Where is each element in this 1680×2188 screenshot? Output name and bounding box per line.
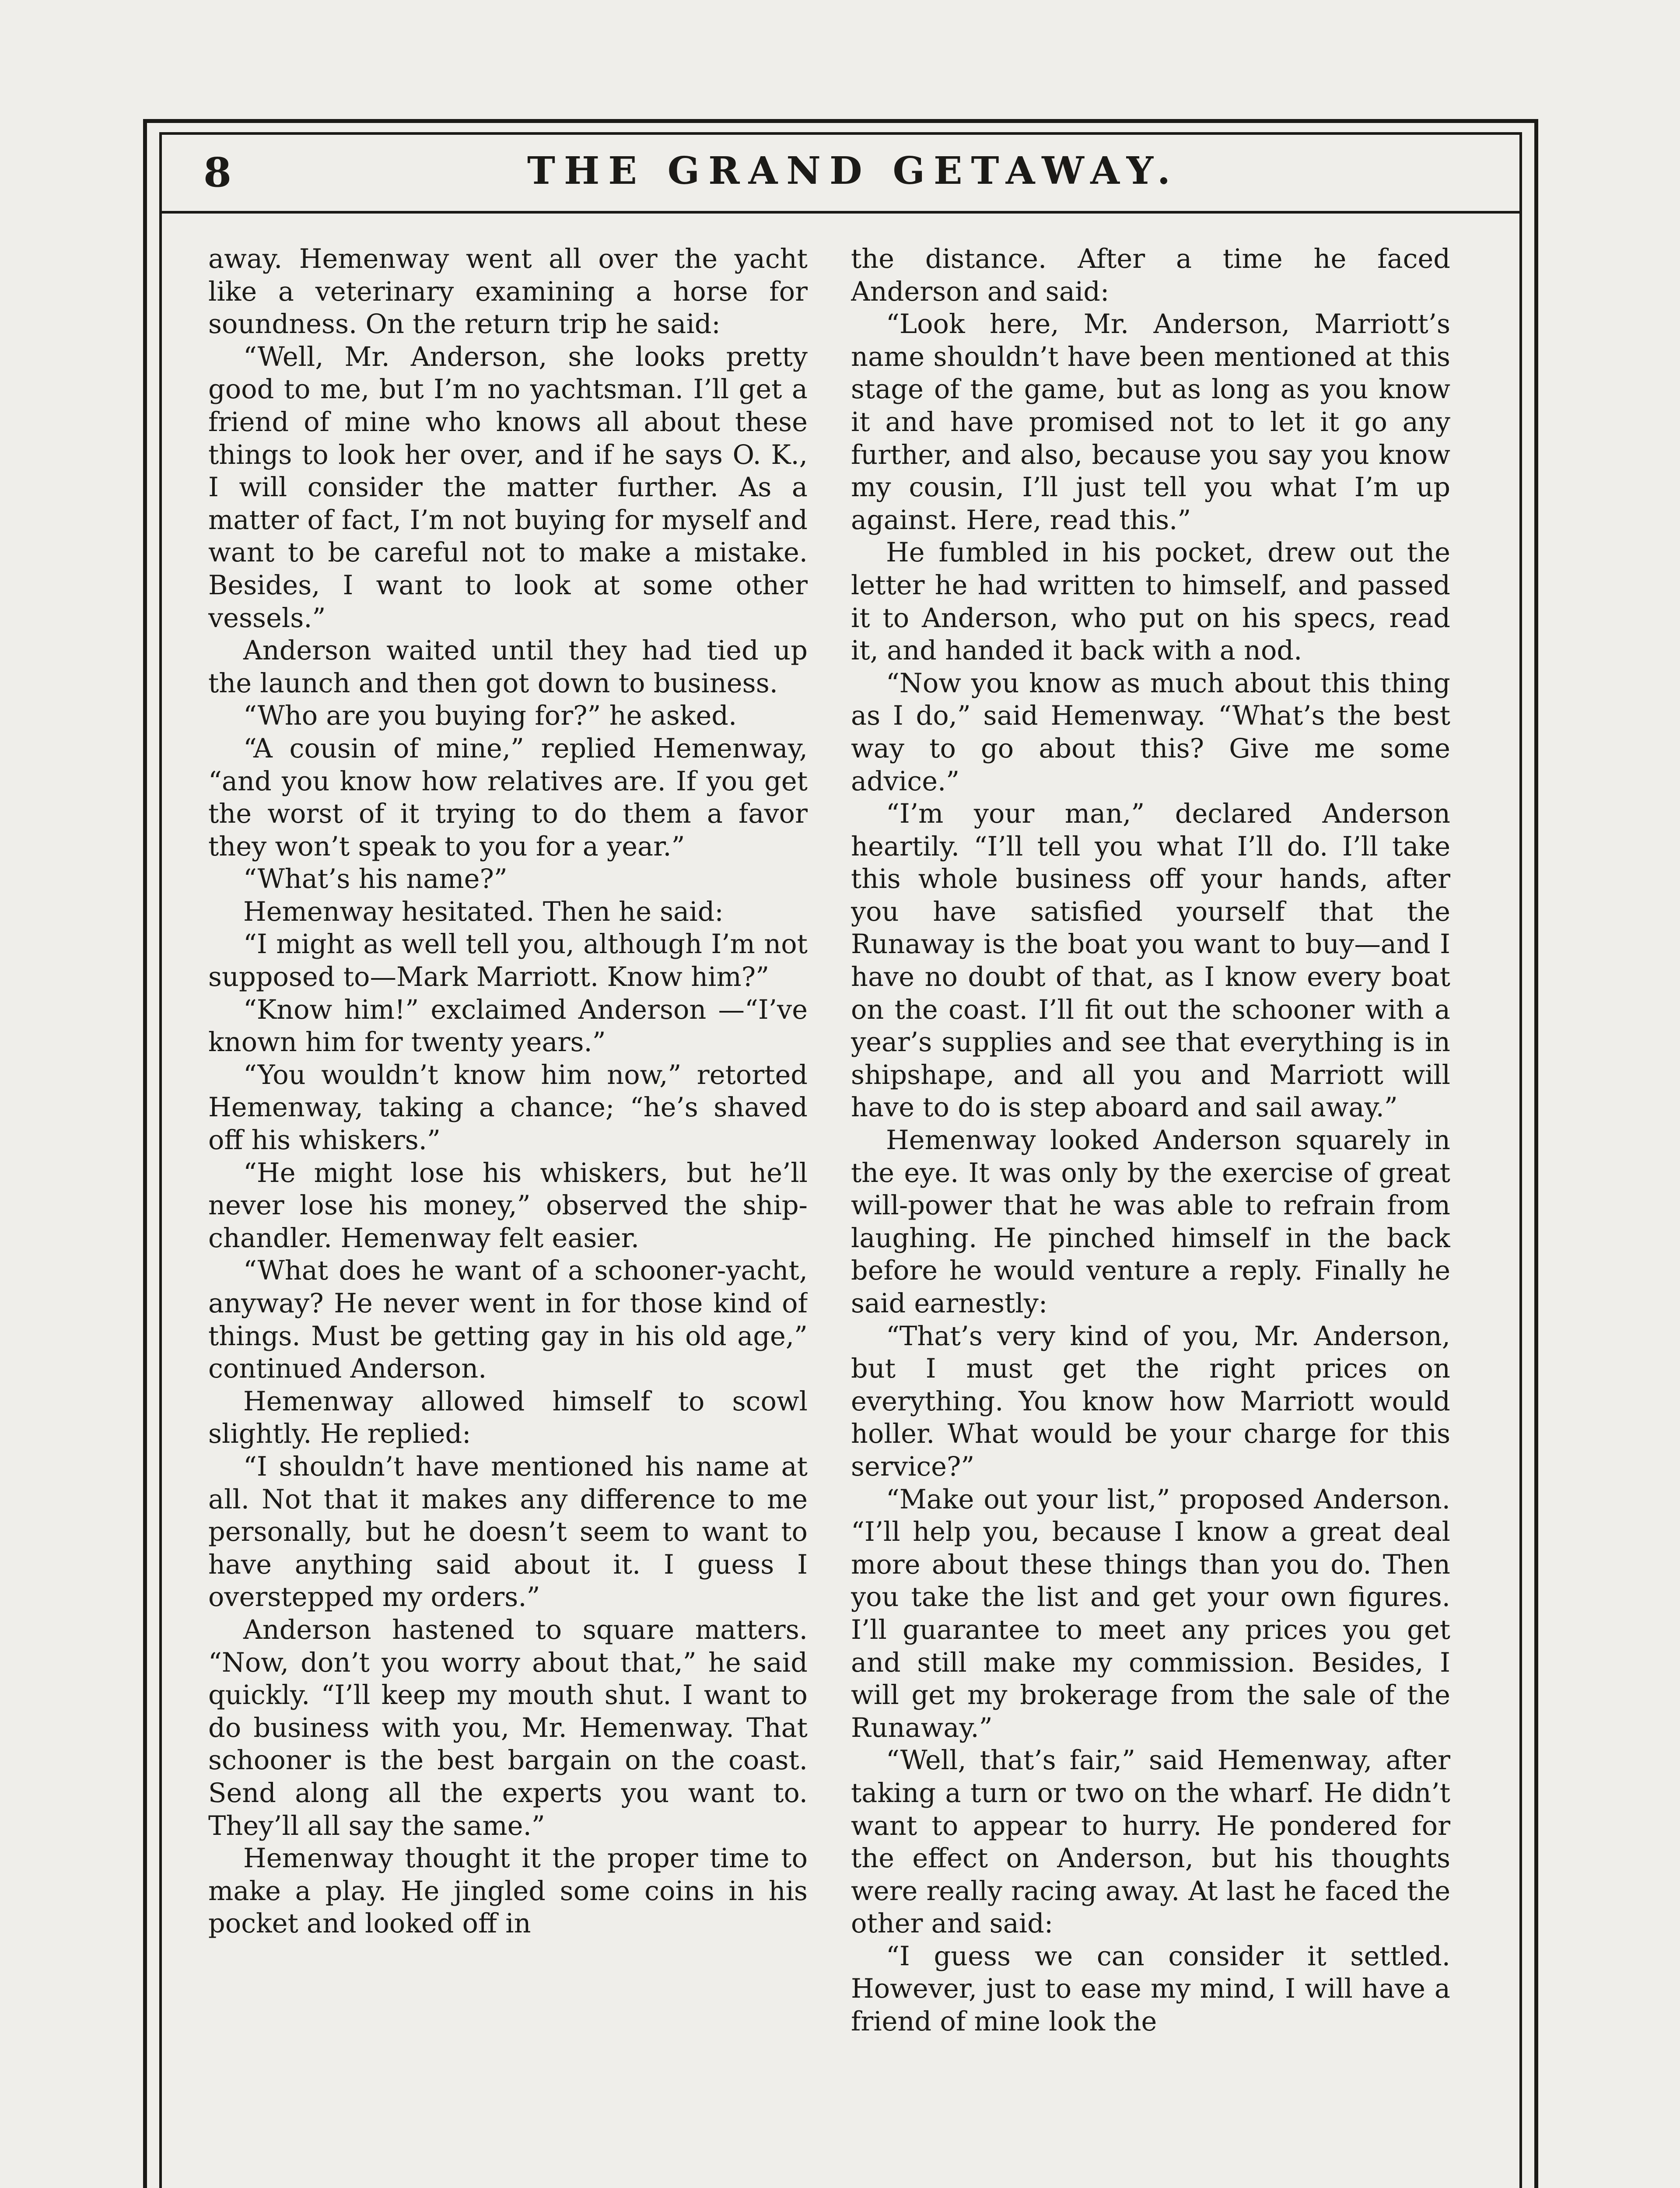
paragraph: Anderson waited until they had tied up the launch and then got down to business. <box>208 635 808 699</box>
header-divider <box>162 211 1519 214</box>
paragraph: Hemenway allowed himself to scowl slightly. He replied: <box>208 1386 808 1450</box>
paragraph: “I’m your man,” declared Anderson heartily. “I’ll tell you what I’ll do. I’ll take this whole business off your hands, after you have satisfied yourself that the Runaway is the boat you want to buy—and I have no doubt of that, as I know every boat on the coast. I’ll fit out the schooner with a year’s supplies and see that everything is in shipshape, and all you and Marriott will have to do is step aboard and sail away.” <box>851 799 1450 1123</box>
right-text-column <box>851 243 1450 2188</box>
running-title: THE GRAND GETAWAY. <box>527 149 1179 193</box>
paragraph: “Know him!” exclaimed Anderson —“I’ve known him for twenty years.” <box>208 994 808 1058</box>
paragraph: Anderson hastened to square matters. “Now, don’t you worry about that,” he said quickly. “I’ll keep my mouth shut. I want to do business with you, Mr. Hemenway. That schooner is the best bargain on the coast. Send along all the experts you want to. They’ll all say the same.” <box>208 1614 808 1841</box>
paragraph: “He might lose his whiskers, but he’ll never lose his money,” observed the ship-chandler. Hemenway felt easier. <box>208 1157 808 1254</box>
paragraph: “I shouldn’t have mentioned his name at all. Not that it makes any difference to me personally, but he doesn’t seem to want to have anything said about it. I guess I overstepped my orders.” <box>208 1451 808 1613</box>
paragraph: “What does he want of a schooner-yacht, anyway? He never went in for those kind of things. Must be getting gay in his old age,” continued Anderson. <box>208 1255 808 1385</box>
page-number: 8 <box>203 149 233 196</box>
paragraph: Hemenway looked Anderson squarely in the eye. It was only by the exercise of great will-power that he was able to refrain from laughing. He pinched himself in the back before he would venture a reply. Finally he said earnestly: <box>851 1125 1450 1319</box>
paragraph: Hemenway thought it the proper time to make a play. He jingled some coins in his pocket and looked off in <box>208 1843 808 1939</box>
left-text-column <box>208 243 808 2188</box>
paragraph: “A cousin of mine,” replied Hemenway, “and you know how relatives are. If you get the worst of it trying to do them a favor they won’t speak to you for a year.” <box>208 733 808 862</box>
paragraph: He fumbled in his pocket, drew out the letter he had written to himself, and passed it to Anderson, who put on his specs, read it, and handed it back with a nod. <box>851 537 1450 666</box>
paragraph: “I guess we can consider it settled. However, just to ease my mind, I will have a friend of mine look the <box>851 1941 1450 2037</box>
paragraph: “Who are you buying for?” he asked. <box>243 701 737 732</box>
paragraph: “Well, that’s fair,” said Hemenway, after taking a turn or two on the wharf. He didn’t want to appear to hurry. He pondered for the effect on Anderson, but his thoughts were really racing away. At last he faced the other and said: <box>851 1745 1450 1939</box>
paragraph: “Well, Mr. Anderson, she looks pretty good to me, but I’m no yachtsman. I’ll get a friend of mine who knows all about these things to look her over, and if he says O. K., I will consider the matter further. As a matter of fact, I’m not buying for myself and want to be careful not to make a mistake. Besides, I want to look at some other vessels.” <box>208 341 808 634</box>
paragraph: the distance. After a time he faced Anderson and said: <box>851 244 1450 307</box>
paragraph: “Make out your list,” proposed Anderson. “I’ll help you, because I know a great deal more about these things than you do. Then you take the list and get your own figures. I’ll guarantee to meet any prices you get and still make my commission. Besides, I will get my brokerage from the sale of the Runaway.” <box>851 1484 1450 1743</box>
paragraph: “Look here, Mr. Anderson, Marriott’s name shouldn’t have been mentioned at this stage of the game, but as long as you know it and have promised not to let it go any further, and also, because you say you know my cousin, I’ll just tell you what I’m up against. Here, read this.” <box>851 309 1450 536</box>
paragraph: “Now you know as much about this thing as I do,” said Hemenway. “What’s the best way to go about this? Give me some advice.” <box>851 668 1450 797</box>
paragraph: “That’s very kind of you, Mr. Anderson, but I must get the right prices on everything. You know how Marriott would holler. What would be your charge for this service?” <box>851 1321 1450 1482</box>
paragraph: “What’s his name?” <box>243 864 508 895</box>
paragraph: Hemenway hesitated. Then he said: <box>243 896 724 927</box>
paragraph: “You wouldn’t know him now,” retorted Hemenway, taking a chance; “he’s shaved off his whiskers.” <box>208 1059 808 1156</box>
paragraph: away. Hemenway went all over the yacht like a veterinary examining a horse for soundness. On the return trip he said: <box>208 244 808 340</box>
paragraph: “I might as well tell you, although I’m not supposed to—Mark Marriott. Know him?” <box>208 929 808 993</box>
